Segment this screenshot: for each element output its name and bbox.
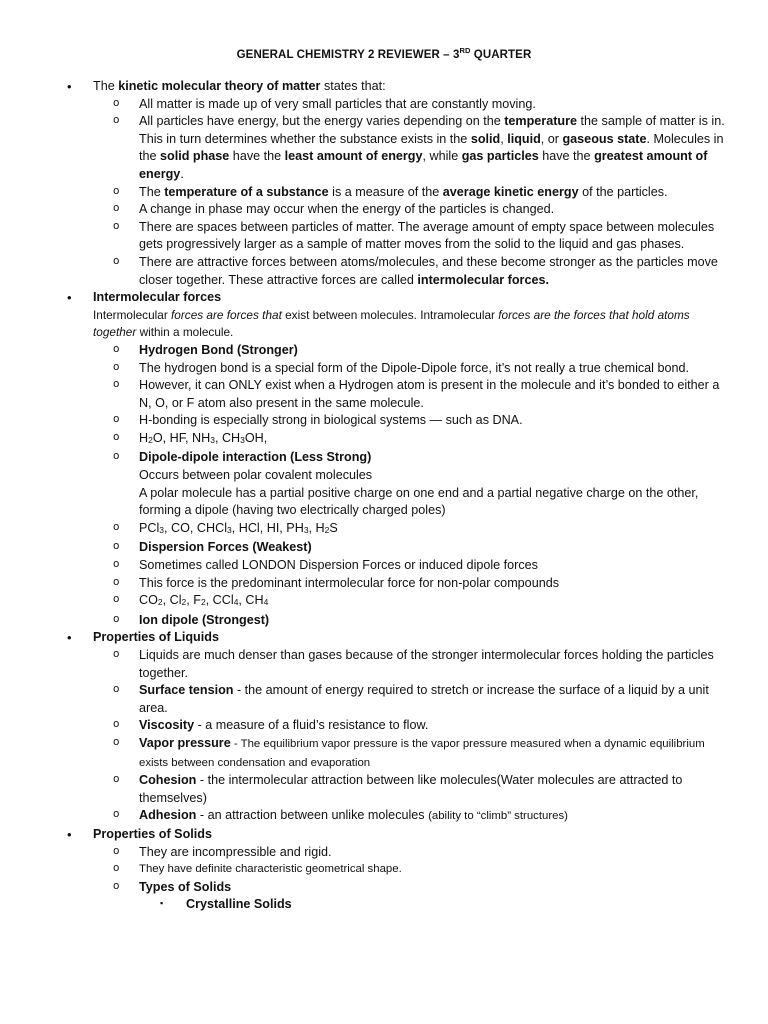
types-of-solids-heading: o Types of Solids xyxy=(0,879,768,897)
viscosity-item: o Viscosity - a measure of a fluid’s resistance to flow. xyxy=(0,717,768,735)
outline-list xyxy=(0,78,768,914)
hydrogen-bond-point-2: o However, it can ONLY exist when a Hydrogen atom is present in the molecule and it’s bonded to either a N, O, or F atom also present in the same molecule. xyxy=(0,377,768,412)
hydrogen-bond-point-3: o H-bonding is especially strong in biological systems — such as DNA. xyxy=(0,412,768,430)
reviewer-content xyxy=(0,78,768,914)
dispersion-heading: o Dispersion Forces (Weakest) xyxy=(0,539,768,557)
dipole-dipole-examples: o PCl$_3$, CO, CHCl$_3$, HCl, HI, $PH_3$, $H_2S$ xyxy=(0,520,768,540)
title-superscript: RD xyxy=(459,46,471,55)
dipole-dipole-line-1: Occurs between polar covalent molecules xyxy=(139,468,373,483)
kmt-point-4: o A change in phase may occur when the energy of the particles is changed. xyxy=(0,201,768,219)
kmt-item: • The kinetic molecular theory of matter states that: xyxy=(0,78,768,96)
kmt-point-6: o There are attractive forces between atoms/molecules, and these become stronger as the particles move closer together. These attractive forces are called intermolecular forces. xyxy=(0,254,768,289)
dipole-dipole-heading: o Dipole-dipole interaction (Less Strong) Occurs between polar covalent molecules A polar molecule has a partial positive charge on one end and a partial negative charge on the other, forming a dipole (having two electrically charged poles) xyxy=(0,449,768,519)
imf-heading: • Intermolecular forces xyxy=(0,289,768,307)
liquids-heading: • Properties of Liquids xyxy=(0,629,768,647)
solids-point-2: o They have definite characteristic geometrical shape. xyxy=(0,861,768,879)
cohesion-item: o Cohesion - the intermolecular attraction between like molecules(Water molecules are attracted to themselves) xyxy=(0,772,768,807)
crystalline-solids-item: ▪ Crystalline Solids xyxy=(0,896,768,914)
title-text: GENERAL CHEMISTRY 2 REVIEWER – 3 xyxy=(236,49,460,61)
page-title xyxy=(0,42,768,65)
solids-heading: • Properties of Solids xyxy=(0,826,768,844)
title-tail: QUARTER xyxy=(470,49,532,61)
dispersion-point-1: o Sometimes called LONDON Dispersion Forces or induced dipole forces xyxy=(0,557,768,575)
vapor-pressure-item: o Vapor pressure - The equilibrium vapor pressure is the vapor pressure measured when a dynamic equilibrium exists between condensation and evaporation xyxy=(0,735,768,772)
adhesion-item: o Adhesion - an attraction between unlike molecules (ability to “climb” structures) xyxy=(0,807,768,826)
dipole-dipole-line-2: A polar molecule has a partial positive charge on one end and a partial negative charge on the other, forming a dipole (having two electrically charged poles) xyxy=(139,485,699,518)
kmt-point-2: o All particles have energy, but the energy varies depending on the temperature the sample of matter is in. This in turn determines whether the substance exists in the solid, liquid, or gaseous state. Molecules in the solid phase have the least amount of energy, while gas particles have the greatest amount of energy. xyxy=(0,113,768,183)
dispersion-point-2: o This force is the predominant intermolecular force for non-polar compounds xyxy=(0,575,768,593)
kmt-point-3: o The temperature of a substance is a measure of the average kinetic energy of the particles. xyxy=(0,184,768,202)
liquids-point-1: o Liquids are much denser than gases because of the stronger intermolecular forces holding the particles together. xyxy=(0,647,768,682)
hydrogen-bond-heading: o Hydrogen Bond (Stronger) xyxy=(0,342,768,360)
hydrogen-bond-examples: o $H_2O$, HF, $NH_3$, $CH_3OH$, xyxy=(0,430,768,450)
kmt-point-5: o There are spaces between particles of matter. The average amount of empty space between molecules gets progressively larger as a sample of matter moves from the solid to the liquid and gas phases. xyxy=(0,219,768,254)
solids-point-1: o They are incompressible and rigid. xyxy=(0,844,768,862)
ion-dipole-heading: o Ion dipole (Strongest) xyxy=(0,612,768,630)
surface-tension-item: o Surface tension - the amount of energy required to stretch or increase the surface of a liquid by a unit area. xyxy=(0,682,768,717)
kmt-point-1: o All matter is made up of very small particles that are constantly moving. xyxy=(0,96,768,114)
hydrogen-bond-point-1: o The hydrogen bond is a special form of the Dipole-Dipole force, it’s not really a true chemical bond. xyxy=(0,360,768,378)
dispersion-examples: o $CO_2$, $Cl_2$, $F_2$, CCl$_4$, $CH_4$ xyxy=(0,592,768,612)
imf-intro: Intermolecular forces are forces that exist between molecules. Intramolecular forces are the forces that hold atoms together within a molecule. xyxy=(93,307,690,340)
